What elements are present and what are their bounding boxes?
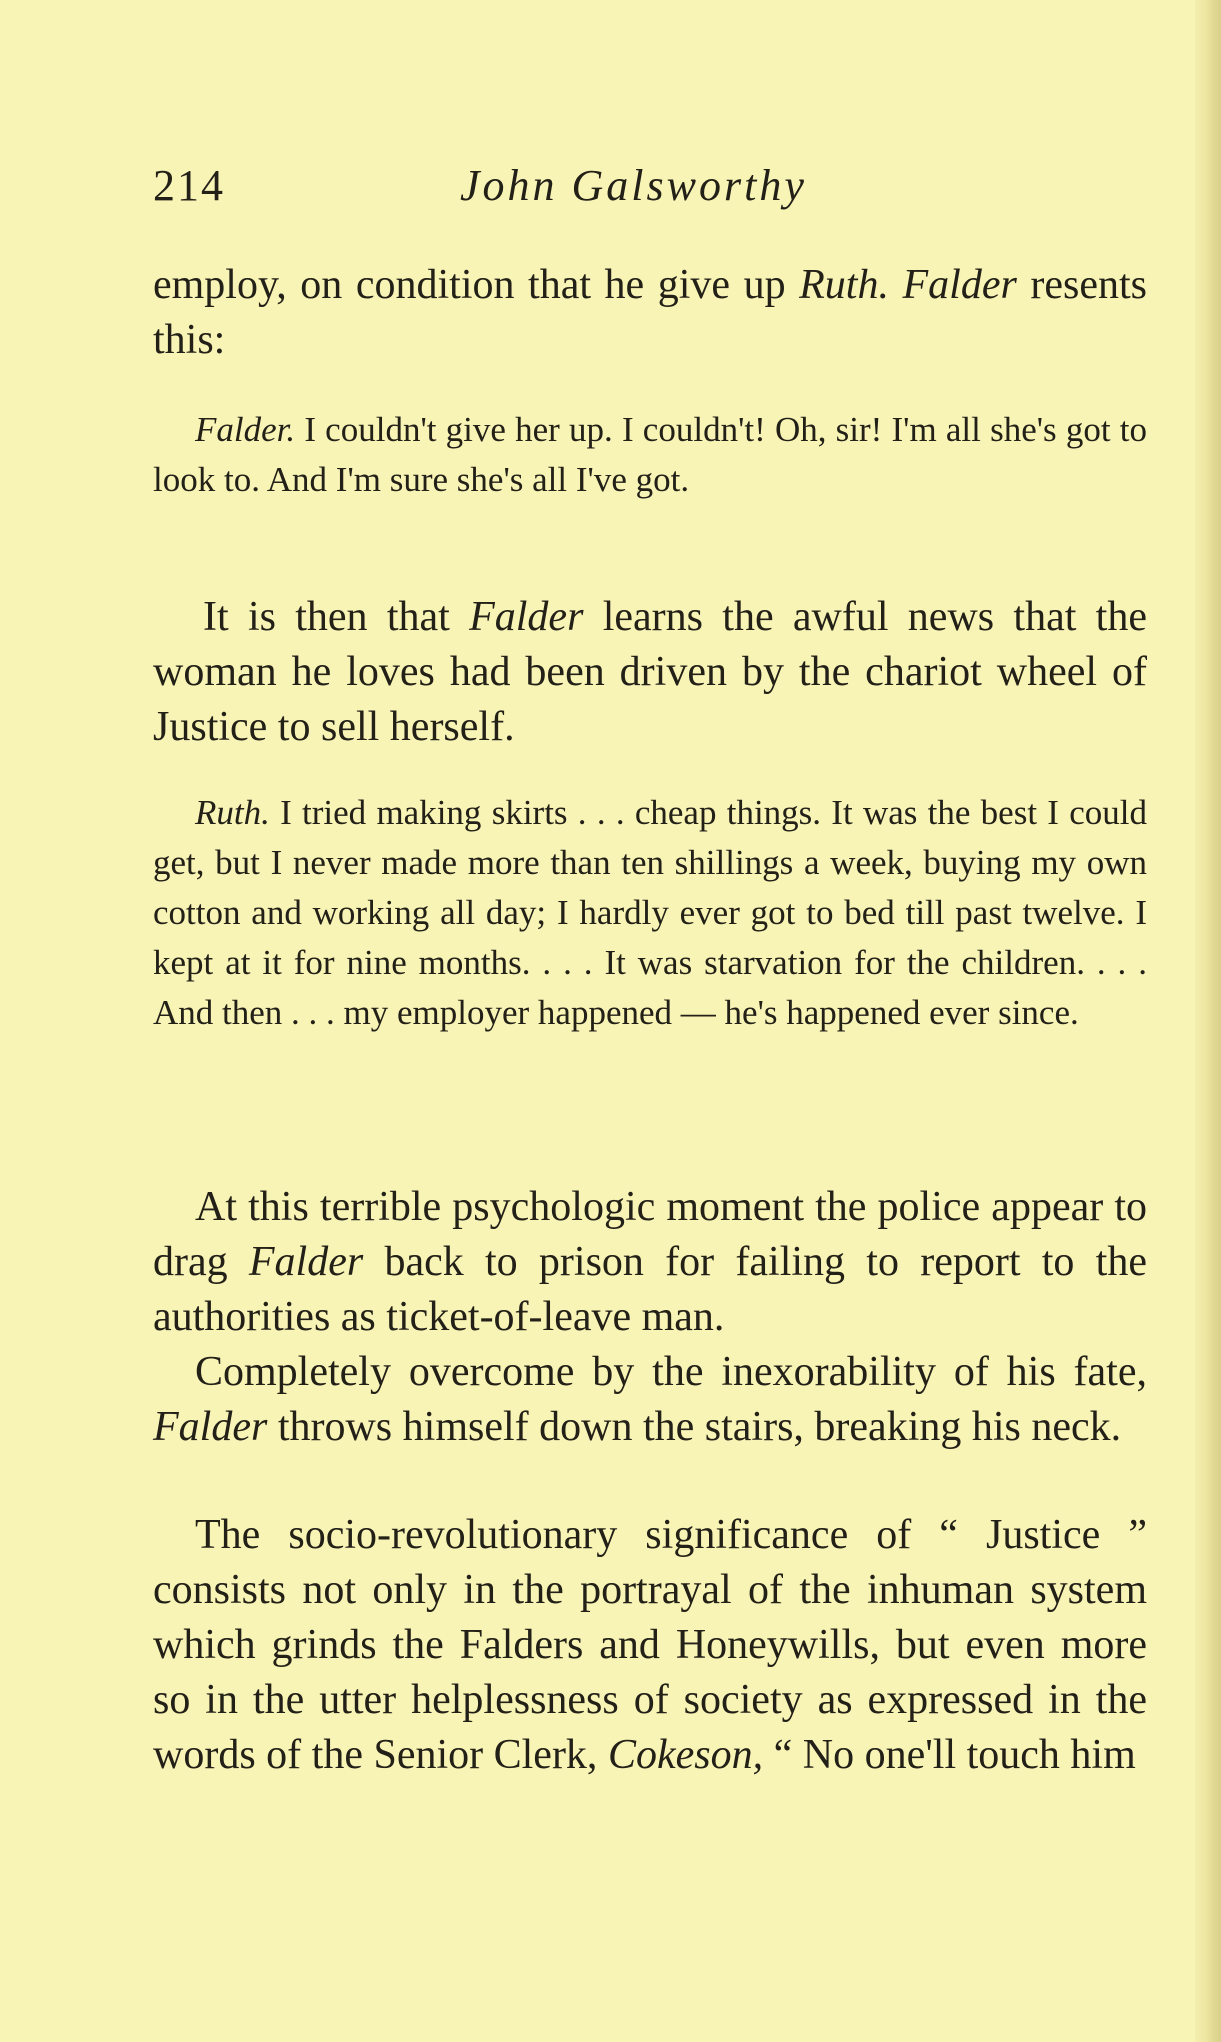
- paragraph-1-text-c: [889, 262, 903, 308]
- paragraph-2-text-c: learns the awful news that the woman he loves had been driven by the chariot wheel of Justice to sell herself.: [153, 594, 1147, 750]
- paragraph-1-text-e: resents this:: [153, 262, 1147, 363]
- paragraph-4-name-falder: Falder: [153, 1404, 268, 1450]
- paragraph-4: [153, 1345, 1147, 1455]
- paragraph-4-text-c: throws himself down the stairs, breaking his neck.: [267, 1404, 1122, 1450]
- quote-falder-text: I couldn't give her up. I couldn't! Oh, sir! I'm all she's got to look to. And I'm sure she's all I've got.: [153, 410, 1147, 499]
- paragraph-2-text-a: It is then that: [203, 594, 470, 640]
- paragraph-2-name-falder: Falder: [469, 594, 584, 640]
- paragraph-5-text-a: The socio-revolutionary significance of “ Justice ” consists not only in the portrayal of the inhuman system which grinds the Falders and Honeywills, but even more so in the utter helplessness of society as expressed in the words of the Senior Clerk,: [153, 1512, 1147, 1778]
- paragraph-3-name-falder: Falder: [248, 1239, 364, 1285]
- page-header: [153, 160, 1147, 220]
- paragraph-3-text-c: back to prison for failing to report to the authorities as ticket-of-leave man.: [153, 1239, 1147, 1340]
- quote-falder: [153, 405, 1147, 505]
- page-edge: [1195, 0, 1221, 2042]
- page-number: 214: [153, 161, 225, 210]
- paragraph-1-text-a: employ, on condition that he give up: [153, 262, 800, 308]
- paragraph-5: [153, 1508, 1147, 1783]
- quote-falder-speaker: Falder.: [195, 410, 296, 449]
- paragraph-1-name-ruth: Ruth.: [799, 262, 889, 308]
- paragraph-1-name-falder: Falder: [902, 262, 1017, 308]
- paragraph-2: [153, 590, 1147, 755]
- quote-ruth-text: I tried making skirts . . . cheap things. It was the best I could get, but I never made more than ten shillings a week, buying my own cotton and working all day; I hardly ever got to bed till past twelve. I kept at it for nine months. . . . It was starvation for the children. . . . And then . . . my employer happened — he's happened ever since.: [153, 793, 1147, 1032]
- paragraph-3: [153, 1180, 1147, 1345]
- paragraph-5-name-cokeson: Cokeson,: [607, 1732, 764, 1778]
- paragraph-1: [153, 258, 1147, 368]
- quote-ruth-speaker: Ruth.: [195, 793, 270, 832]
- paragraph-3-text-a: At this terrible psychologic moment the police appear to drag: [153, 1184, 1147, 1285]
- running-head: John Galsworthy: [460, 161, 807, 210]
- paragraph-4-text-a: Completely overcome by the inexorability of his fate,: [195, 1349, 1147, 1395]
- paragraph-5-text-c: “ No one'll touch him: [763, 1732, 1136, 1778]
- quote-ruth: [153, 788, 1147, 1038]
